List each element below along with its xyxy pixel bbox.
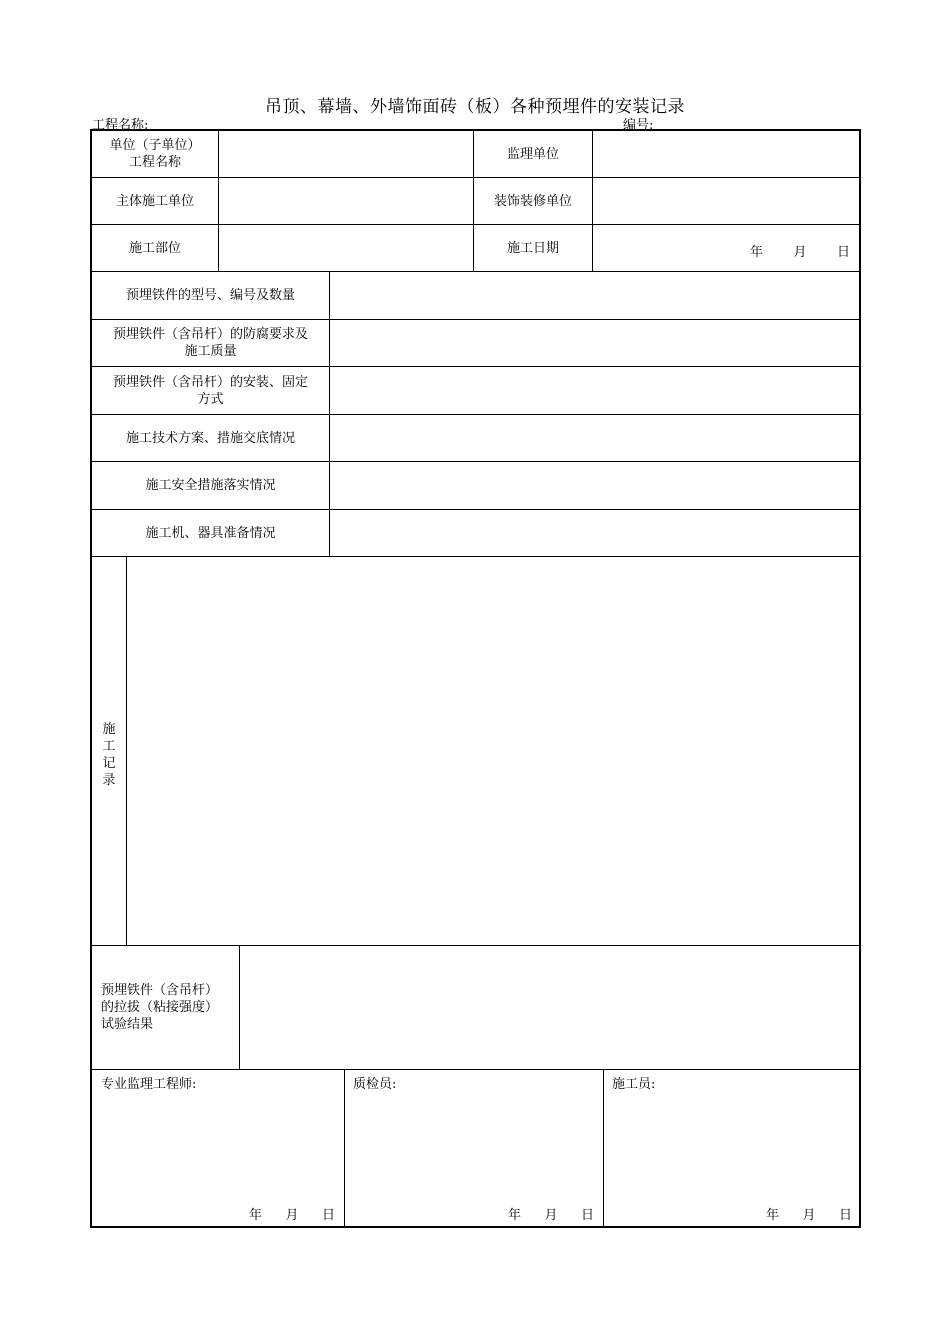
decoration-unit-label: 装饰装修单位: [493, 193, 572, 209]
item-label-anticorrosion: [92, 320, 329, 366]
date-day: 日: [580, 1208, 594, 1223]
item-label-line2: 方式: [197, 391, 224, 407]
project-name-label: 工程名称:: [92, 118, 149, 133]
supervisor-unit-field[interactable]: [593, 131, 859, 177]
construction-record-field[interactable]: [127, 557, 859, 945]
item-field-anticorrosion[interactable]: [330, 320, 859, 366]
construction-record-label: [99, 721, 119, 789]
item-label-line1: 施工安全措施落实情况: [145, 478, 276, 493]
supervisor-engineer-label: 专业监理工程师:: [101, 1077, 197, 1092]
pull-test-line3: 试验结果: [101, 1017, 154, 1032]
date-year: 年: [766, 1208, 780, 1223]
item-label-line1: 预埋铁件（含吊杆）的安装、固定: [112, 374, 308, 390]
column-divider: [603, 1069, 604, 1226]
constructor-sign-date[interactable]: [766, 1204, 852, 1223]
construction-part-label: 施工部位: [128, 240, 181, 256]
record-char: 录: [102, 773, 116, 788]
pull-test-label: [101, 946, 239, 1069]
main-contractor-label: 主体施工单位: [115, 193, 194, 209]
date-month: 月: [793, 245, 807, 260]
date-year: 年: [249, 1208, 263, 1223]
date-year: 年: [508, 1208, 522, 1223]
pull-test-line2: 的拉拔（粘接强度）: [101, 1000, 219, 1015]
item-field-safety[interactable]: [330, 462, 859, 509]
unit-label-line1: 单位（子单位）: [109, 138, 201, 153]
supervisor-unit-label: 监理单位: [506, 146, 559, 162]
date-month: 月: [285, 1208, 299, 1223]
date-month: 月: [544, 1208, 558, 1223]
item-field-embedded-specs[interactable]: [330, 272, 859, 319]
item-label-equipment: [92, 510, 329, 556]
item-label-line2: 施工质量: [184, 344, 237, 359]
main-contractor-field[interactable]: [219, 178, 473, 224]
date-day: 日: [321, 1208, 335, 1223]
construction-part-field[interactable]: [219, 225, 473, 271]
column-divider: [344, 1069, 345, 1226]
unit-project-label: [92, 131, 218, 177]
record-char: 施: [102, 722, 116, 737]
unit-project-field[interactable]: [219, 131, 473, 177]
item-label-embedded-specs: [92, 272, 329, 319]
item-label-tech-plan: [92, 415, 329, 461]
constructor-label: 施工员:: [612, 1077, 656, 1092]
record-char: 记: [102, 756, 116, 771]
item-label-line1: 预埋铁件（含吊杆）的防腐要求及: [112, 327, 308, 342]
record-char: 工: [102, 739, 116, 754]
date-year: 年: [750, 245, 764, 260]
item-field-equipment[interactable]: [330, 510, 859, 556]
item-label-line1: 施工机、器具准备情况: [145, 525, 276, 541]
item-label-installation: [92, 367, 329, 414]
row-divider: [92, 1069, 859, 1070]
pull-test-line1: 预埋铁件（含吊杆）: [101, 983, 219, 998]
unit-label-line2: 工程名称: [128, 155, 181, 170]
page-title: 吊顶、幕墙、外墙饰面砖（板）各种预埋件的安装记录: [265, 97, 685, 117]
decoration-unit-field[interactable]: [593, 178, 859, 224]
date-month: 月: [802, 1208, 816, 1223]
item-label-safety: [92, 462, 329, 509]
date-day: 日: [838, 1208, 852, 1223]
item-label-line1: 预埋铁件的型号、编号及数量: [125, 288, 295, 303]
construction-date-field[interactable]: [750, 241, 850, 260]
supervisor-sign-date[interactable]: [249, 1204, 335, 1223]
pull-test-field[interactable]: [240, 946, 859, 1069]
item-field-tech-plan[interactable]: [330, 415, 859, 461]
item-label-line1: 施工技术方案、措施交底情况: [125, 430, 295, 446]
record-form: [90, 129, 861, 1228]
serial-label: 编号:: [623, 118, 654, 133]
quality-inspector-label: 质检员:: [353, 1077, 397, 1092]
inspector-sign-date[interactable]: [508, 1204, 594, 1223]
date-day: 日: [836, 245, 850, 260]
construction-date-label: 施工日期: [506, 240, 559, 256]
item-field-installation[interactable]: [330, 367, 859, 414]
